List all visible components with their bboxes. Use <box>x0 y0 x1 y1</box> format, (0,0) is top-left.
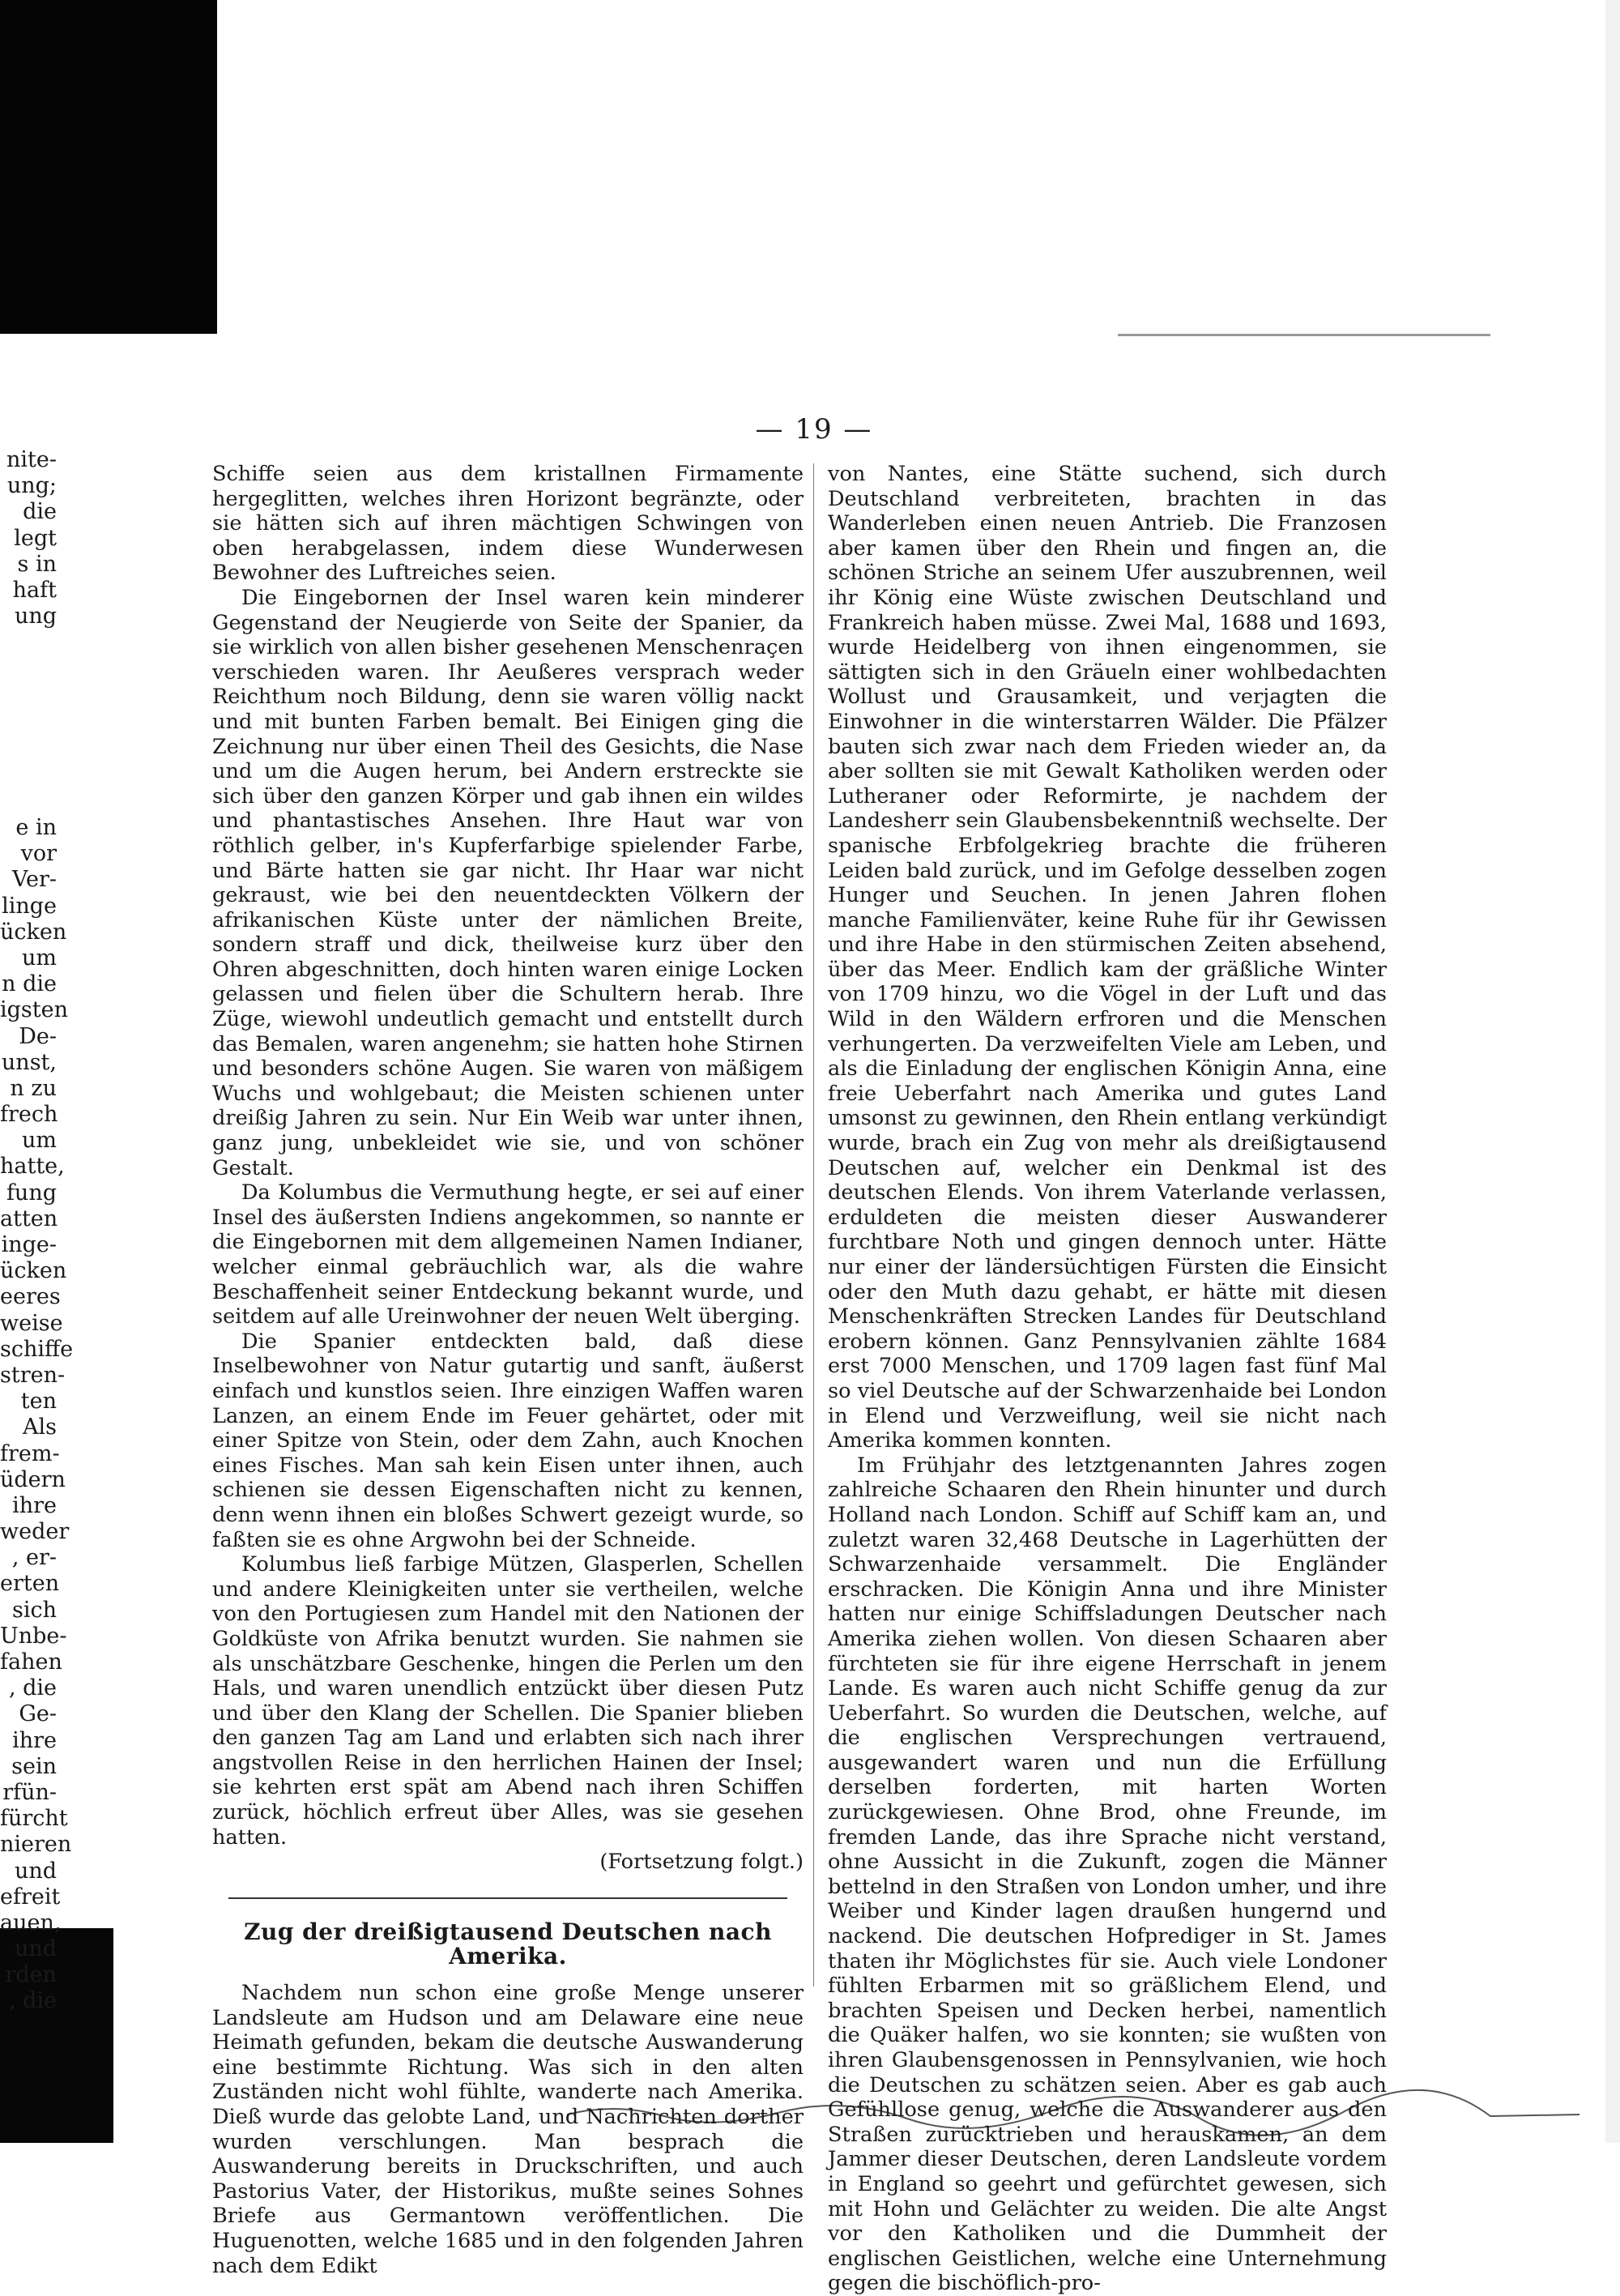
paragraph: Die Spanier entdeckten bald, daß diese Inselbewohner von Natur gutartig und sanft, äußerst einfach und kunstlos seien. Ihre einzigen Waffen waren Lanzen, an einem Ende im Feuer gehärtet, oder mit einer Spitze von Stein, oder dem Zahn, auch Knochen eines Fisches. Man sah kein Eisen unter ihnen, auch schienen sie dessen Eigenschaften nicht zu kennen, denn wenn ihnen ein bloßes Schwert gezeigt wurde, so faßten sie es ohne Argwohn bei der Schneide. <box>212 1329 804 1552</box>
margin-fragment: die <box>23 499 57 525</box>
margin-fragment: rfün- <box>2 1779 57 1805</box>
left-column <box>212 462 804 2278</box>
margin-fragment: De- <box>19 1023 57 1049</box>
margin-fragment: Als <box>23 1415 57 1440</box>
margin-fragment: Unbe- <box>0 1623 67 1649</box>
page-edge-line <box>1118 334 1490 336</box>
margin-fragment: rden <box>5 1962 57 1988</box>
column-divider <box>813 463 814 1987</box>
paragraph: Die Eingebornen der Insel waren kein minderer Gegenstand der Neugierde von Seite der Spanier, da sie wirklich von allen bisher gesehenen Menschenraçen verschieden waren. Ihr Aeußeres versprach weder Reichthum noch Bildung, denn sie waren völlig nackt und mit bunten Farben bemalt. Bei Einigen ging die Zeichnung nur über einen Theil des Gesichts, die Nase und um die Augen herum, bei Andern erstreckte sie sich über den ganzen Körper und gab ihnen ein wildes und phantastisches Ansehen. Ihre Haut war von röthlich gelber, in's Kupferfarbige spielender Farbe, und Bärte hatten sie gar nicht. Ihr Haar war nicht gekraust, wie bei den neuentdeckten Völkern der afrikanischen Küste unter der nämlichen Breite, sondern straff und dick, theilweise kurz über den Ohren abgeschnitten, doch hinten waren einige Locken gelassen und fielen über die Schultern herab. Ihre Züge, wiewohl undeutlich gemacht und entstellt durch das Bemalen, waren angenehm; sie hatten hohe Stirnen und besonders schöne Augen. Sie waren von mäßigem Wuchs und wohlgebaut; die Meisten schienen unter dreißig Jahren zu sein. Nur Ein Weib war unter ihnen, ganz jung, unbekleidet wie sie, und von schöner Gestalt. <box>212 585 804 1180</box>
margin-fragment: s in <box>17 551 57 577</box>
left-column-paragraphs <box>212 462 804 1850</box>
margin-fragment: Ge- <box>19 1701 57 1727</box>
margin-fragment: schiffe <box>0 1336 74 1362</box>
margin-fragment: e in <box>15 815 57 840</box>
margin-fragment: weder <box>0 1519 70 1545</box>
right-column <box>828 462 1387 2296</box>
right-column-paragraphs <box>828 462 1387 2296</box>
margin-fragment: fürcht <box>0 1806 68 1832</box>
paragraph: Schiffe seien aus dem kristallnen Firmamente hergeglitten, welches ihren Horizont begränzte, oder sie hätten sich auf ihren mächtigen Schwingen von oben herabgelassen, indem diese Wunderwesen Bewohner des Luftreiches seien. <box>212 462 804 586</box>
margin-fragment: stren- <box>0 1362 66 1388</box>
margin-fragment: legt <box>14 525 57 551</box>
paragraph: Da Kolumbus die Vermuthung hegte, er sei auf einer Insel des äußersten Indiens angekommen, so nannte er die Eingebornen mit dem allgemeinen Namen Indianer, welcher einmal gebräuchlich war, als die wahre Beschaffenheit seiner Entdeckung bekannt wurde, und seitdem auf alle Ureinwohner der neuen Welt überging. <box>212 1180 804 1329</box>
section-divider <box>228 1897 787 1899</box>
margin-fragment: atten <box>0 1206 58 1231</box>
margin-fragment: vor <box>20 841 57 867</box>
margin-fragment: fahen <box>0 1649 62 1675</box>
margin-fragment: fung <box>6 1180 57 1206</box>
margin-fragment: igsten <box>0 997 68 1023</box>
margin-fragment: um <box>22 1128 57 1154</box>
margin-fragment: weise <box>0 1310 63 1336</box>
paragraph: von Nantes, eine Stätte suchend, sich durch Deutschland verbreiteten, brachten in das Wanderleben einen neuen Antrieb. Die Franzosen aber kamen über den Rhein und fingen an, die schönen Striche an seinem Ufer auszubrennen, weil ihr König eine Wüste zwischen Deutschland und Frankreich haben müsse. Zwei Mal, 1688 und 1693, wurde Heidelberg von ihnen eingenommen, sie sättigten sich in den Gräueln einer wohlbedachten Wollust und Grausamkeit, und verjagten die Einwohner in die winterstarren Wälder. Die Pfälzer bauten sich zwar nach dem Frieden wieder an, da aber sollten sie mit Gewalt Katholiken werden oder Lutheraner oder Reformirte, je nachdem der Landesherr sein Glaubensbekenntniß wechselte. Der spanische Erbfolgekrieg brachte die früheren Leiden bald zurück, und im Gefolge desselben zogen Hunger und Seuchen. In jenen Jahren flohen manche Familienväter, keine Ruhe für ihr Gewissen und ihre Habe in den stürmischen Zeiten absehend, über das Meer. Endlich kam der gräßliche Winter von 1709 hinzu, wo die Vögel in der Luft und das Wild in den Wäldern erfroren und die Menschen verhungerten. Da verzweifelten Viele am Leben, und als die Einladung der englischen Königin Anna, eine freie Ueberfahrt nach Amerika und gutes Land umsonst zu gewinnen, den Rhein entlang verkündigt wurde, brach ein Zug von mehr als dreißigtausend Deutschen auf, welcher ein Denkmal ist des deutschen Elends. Von ihrem Vaterlande verlassen, erduldeten die meisten dieser Auswanderer furchtbare Noth und gingen dennoch unter. Hätte nur einer der ländersüchtigen Fürsten die Einsicht oder den Muth dazu gehabt, er hätte mit diesen Menschenkräften Strecken Landes für Deutschland erobern können. Ganz Pennsylvanien zählte 1684 erst 7000 Menschen, und 1709 lagen fast fünf Mal so viel Deutsche auf der Schwarzenhaide bei London in Elend und Verzweiflung, weil sie nicht nach Amerika kommen konnten. <box>828 462 1387 1453</box>
margin-fragment: ten <box>20 1389 57 1415</box>
margin-fragment: ücken <box>0 919 67 945</box>
margin-fragment: unst, <box>1 1049 57 1075</box>
margin-fragment: ihre <box>12 1727 57 1753</box>
article-paragraphs <box>212 1981 804 2278</box>
margin-fragment: um <box>22 945 57 971</box>
margin-fragment: eeres <box>0 1284 61 1310</box>
margin-fragment: üdern <box>0 1466 66 1492</box>
margin-fragments-middle <box>0 815 74 2015</box>
margin-fragment: nite- <box>6 447 57 472</box>
margin-fragment: , er- <box>11 1545 57 1571</box>
margin-fragment: sein <box>11 1753 57 1779</box>
margin-fragment: efreit <box>0 1884 61 1910</box>
margin-fragment: linge <box>2 893 57 919</box>
margin-fragment: , die <box>8 1988 57 2014</box>
margin-fragment: frech <box>0 1102 58 1128</box>
margin-fragment: ung <box>14 604 57 629</box>
paragraph: Kolumbus ließ farbige Mützen, Glasperlen, Schellen und andere Kleinigkeiten unter sie vertheilen, welche von den Portugiesen zum Handel mit den Nationen der Goldküste von Afrika benutzt wurden. Sie nahmen sie als unschätzbare Geschenke, hingen die Perlen um den Hals, und waren unendlich entzückt über diesen Putz und über den Klang der Schellen. Die Spanier blieben den ganzen Tag am Land und erlabten sich nach ihrer angstvollen Reise in den herrlichen Hainen der Insel; sie kehrten erst spät am Abend nach ihren Schiffen zurück, höchlich erfreut über Alles, was sie gesehen hatten. <box>212 1552 804 1850</box>
margin-fragment: n die <box>2 971 57 997</box>
margin-fragment: frem- <box>0 1440 60 1466</box>
margin-fragment: erten <box>0 1571 60 1597</box>
paragraph: Nachdem nun schon eine große Menge unserer Landsleute am Hudson und am Delaware eine neue Heimath gefunden, bekam die deutsche Auswanderung eine bestimmte Richtung. Was sich in den alten Zuständen nicht wohl fühlte, wanderte nach Amerika. Dieß wurde das gelobte Land, und Nachrichten dorther wurden verschlungen. Man besprach die Auswanderung bereits in Druckschriften, und auch Pastorius Vater, der Historikus, mußte seines Sohnes Briefe aus Germantown veröffentlichen. Die Huguenotten, welche 1685 und in den folgenden Jahren nach dem Edikt <box>212 1981 804 2278</box>
margin-fragment: und <box>14 1936 57 1962</box>
previous-page-margin <box>0 0 74 2143</box>
page-number: — 19 — <box>755 413 873 446</box>
margin-fragment: ung; <box>6 473 57 499</box>
margin-fragment: nieren <box>0 1832 72 1858</box>
margin-fragment: und <box>14 1858 57 1884</box>
paragraph: Im Frühjahr des letztgenannten Jahres zogen zahlreiche Schaaren den Rhein hinunter und durch Holland nach London. Schiff auf Schiff kam an, und zuletzt waren 32,468 Deutsche in Lagerhütten der Schwarzenhaide versammelt. Die Engländer erschracken. Die Königin Anna und ihre Minister hatten nur einige Schiffsladungen Deutscher nach Amerika ziehen wollen. Von diesen Schaaren aber fürchteten sie für ihre eigene Herrschaft in jenem Lande. Es waren auch nicht Schiffe genug da zur Ueberfahrt. So wurden die Deutschen, welche, auf die englischen Versprechungen vertrauend, ausgewandert waren und nun die Erfüllung derselben forderten, mit harten Worten zurückgewiesen. Ohne Brod, ohne Freunde, im fremden Lande, das ihre Sprache nicht verstand, ohne Aussicht in die Zukunft, zogen die Männer bettelnd in den Straßen von London umher, und ihre Weiber und Kinder lagen draußen hungernd und nackend. Die deutschen Hofprediger in St. James thaten ihr Möglichstes für sie. Auch viele Londoner fühlten Erbarmen mit so gräßlichem Elend, und brachten Speisen und Decken herbei, namentlich die Quäker halfen, wo sie konnten; sie wußten von ihren Glaubensgenossen in Pennsylvanien, wie hoch die Deutschen zu schätzen seien. Aber es gab auch Gefühllose genug, welche die Auswanderer aus den Straßen zurücktrieben und herauskamen, an dem Jammer dieser Deutschen, deren Landsleute vordem in England so geehrt und gefürchtet gewesen, sich mit Hohn und Gelächter zu weiden. Die alte Angst vor den Katholiken und die Dummheit der englischen Geistlichen, welche eine Unternehmung gegen die bischöflich-pro- <box>828 1453 1387 2296</box>
article-heading: Zug der dreißigtausend Deutschen nach Amerika. <box>244 1918 772 1970</box>
margin-fragment: ücken <box>0 1258 67 1284</box>
margin-fragment: hatte, <box>0 1154 65 1180</box>
margin-fragments-top <box>0 447 57 629</box>
margin-fragment: haft <box>12 577 57 603</box>
scan-edge-right <box>1605 0 1620 2143</box>
margin-fragment: , die <box>8 1675 57 1701</box>
continuation-note: (Fortsetzung folgt.) <box>599 1850 804 1875</box>
margin-fragment: ihre <box>12 1492 57 1518</box>
margin-fragment: sich <box>11 1597 57 1623</box>
margin-fragment: auen, <box>0 1910 62 1935</box>
margin-fragment: Ver- <box>11 867 57 893</box>
margin-fragment: n zu <box>10 1075 57 1101</box>
margin-fragment: inge- <box>1 1232 57 1257</box>
